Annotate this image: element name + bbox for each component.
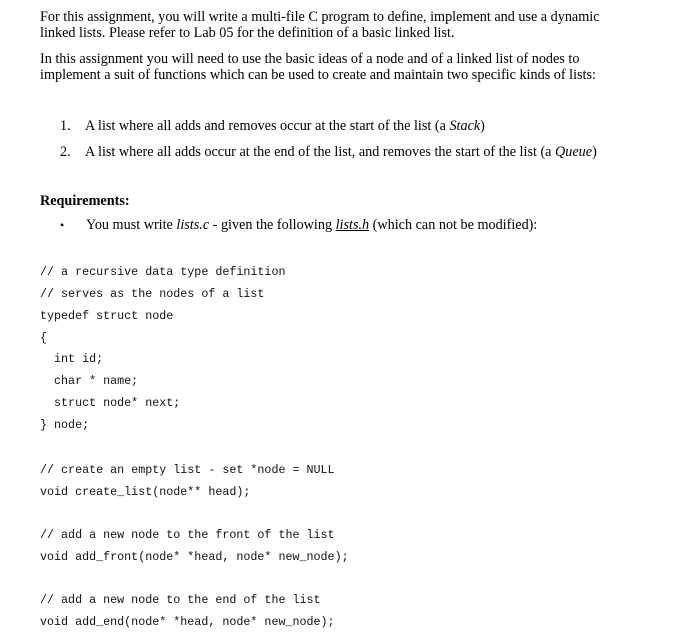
requirement-prefix: You must write xyxy=(86,217,177,233)
list-kind-term: Queue xyxy=(555,144,593,160)
intro-paragraph-1-line-1: For this assignment, you will write a multi-file C program to define, implement and use a dynamic xyxy=(40,9,600,25)
requirements-heading: Requirements: xyxy=(40,193,130,209)
intro-paragraph-2 xyxy=(40,51,660,83)
header-file-link[interactable]: lists.h xyxy=(335,217,370,233)
code-line: void create_list(node** head); xyxy=(40,485,251,499)
code-line: // add a new node to the end of the list xyxy=(40,593,321,607)
list-kind-text: A list where all adds and removes occur at the start of the list (a xyxy=(85,118,450,134)
bullet-icon: • xyxy=(60,218,65,232)
list-kind-item-queue xyxy=(60,144,597,160)
intro-paragraph-2-line-1: In this assignment you will need to use the basic ideas of a node and of a linked list of nodes to xyxy=(40,51,580,67)
code-line: } node; xyxy=(40,418,90,432)
requirement-suffix: (which can not be modified): xyxy=(369,217,538,233)
intro-paragraph-1-line-2: linked lists. Please refer to Lab 05 for the definition of a basic linked list. xyxy=(40,25,455,41)
code-line: char * name; xyxy=(40,374,139,388)
intro-paragraph-1 xyxy=(40,9,660,41)
list-number: 2. xyxy=(60,144,71,160)
list-number: 1. xyxy=(60,118,71,134)
requirements-bullet-item xyxy=(60,217,537,233)
intro-paragraph-2-line-2: implement a suit of functions which can be used to create and maintain two specific kinds of lists: xyxy=(40,67,596,83)
code-line: // create an empty list - set *node = NULL xyxy=(40,463,335,477)
code-line: typedef struct node xyxy=(40,309,174,323)
code-line: void add_front(node* *head, node* new_node); xyxy=(40,550,349,564)
source-file-name: lists.c xyxy=(176,217,210,233)
list-kind-text: A list where all adds occur at the end of the list, and removes the start of the list (a xyxy=(85,144,556,160)
list-kind-suffix: ) xyxy=(592,144,597,160)
list-kind-suffix: ) xyxy=(480,118,485,134)
code-line: // add a new node to the front of the list xyxy=(40,528,335,542)
list-kind-term: Stack xyxy=(449,118,481,134)
code-line: { xyxy=(40,331,48,345)
code-line: // a recursive data type definition xyxy=(40,265,286,279)
code-line: void add_end(node* *head, node* new_node); xyxy=(40,615,335,629)
list-kind-item-stack xyxy=(60,118,485,134)
code-line: struct node* next; xyxy=(40,396,181,410)
requirement-middle: - given the following xyxy=(209,217,336,233)
code-line: // serves as the nodes of a list xyxy=(40,287,265,301)
code-line: int id; xyxy=(40,352,104,366)
